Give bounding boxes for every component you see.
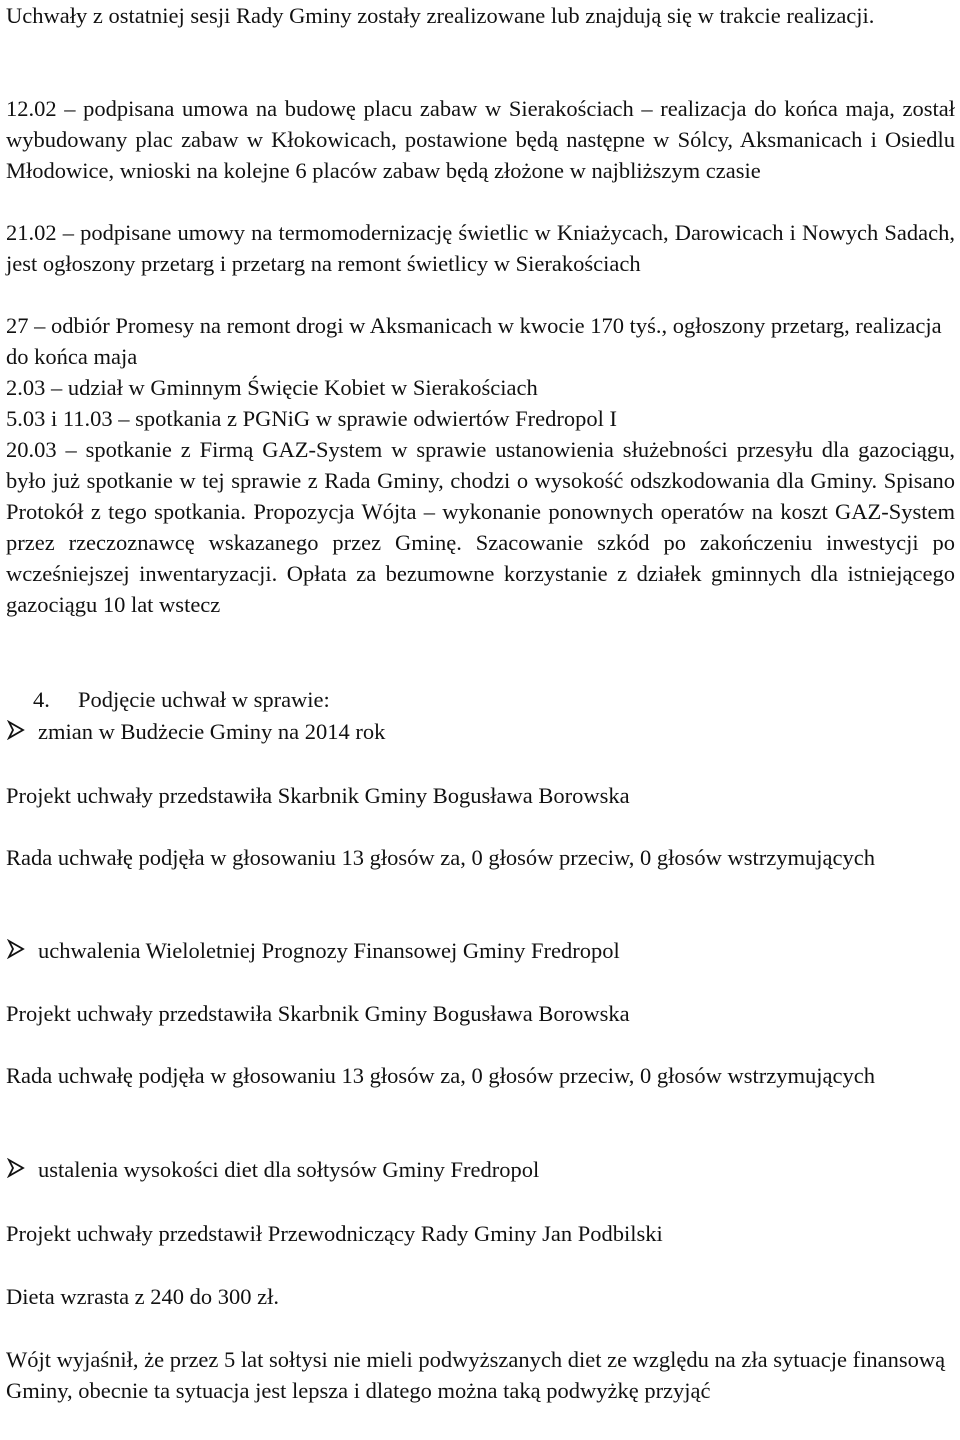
note-mayor-explanation: Wójt wyjaśnił, że przez 5 lat sołtysi nie mieli podwyższanych diet ze względu na zła sytuacje finansową Gminy, obecnie ta sytuacja jest lepsza i dlatego można taką podwyżkę przyjąć [6,1347,946,1403]
report-entry-text: 27 – odbiór Promesy na remont drogi w Aksmanicach w kwocie 170 tyś., ogłoszony przetarg, realizacja do końca maja [6,313,942,369]
note-diet-increase: Dieta wzrasta z 240 do 300 zł. [6,1284,280,1309]
report-entry-text: 21.02 – podpisane umowy na termomodernizację świetlic w Kniażycach, Darowicach i Nowych Sadach, jest ogłoszony przetarg i przetarg na remont świetlicy w Sierakościach [6,220,955,276]
resolution-subject-2 [6,935,955,966]
report-entry-text: 2.03 – udział w Gminnym Święcie Kobiet w Sierakościach [6,375,538,400]
section-title: Podjęcie uchwał w sprawie: [78,687,330,712]
resolution-presenter-2: Projekt uchwały przedstawiła Skarbnik Gminy Bogusława Borowska [6,1001,630,1026]
report-entry-text: 12.02 – podpisana umowa na budowę placu zabaw w Sierakościach – realizacja do końca maja, został wybudowany plac zabaw w Kłokowicach, postawione będą następne w Sólcy, Aksmanicach i Osiedlu Młodowice, wnioski na kolejne 6 placów zabaw będą złożone w najbliższym czasie [6,96,955,183]
report-entry-text: 5.03 i 11.03 – spotkania z PGNiG w sprawie odwiertów Fredropol I [6,406,617,431]
arrow-bullet-icon [6,939,38,961]
report-entry-1 [6,93,955,186]
report-entry-3 [6,310,955,372]
resolution-subject-text: zmian w Budżecie Gminy na 2014 rok [38,719,386,744]
section-number: 4. [33,687,50,712]
report-entry-5 [6,403,955,434]
report-entry-text: 20.03 – spotkanie z Firmą GAZ-System w sprawie ustanowienia służebności przesyłu dla gazociągu, było już spotkanie w tej sprawie z Rada Gminy, chodzi o wysokość odszkodowania dla Gminy. Spisano Protokół z tego spotkania. Propozycja Wójta – wykonanie ponownych operatów na koszt GAZ-System przez rzeczoznawcę wskazanego przez Gminę. Szacowanie szkód po zakończeniu inwestycji po wcześniejszej inwentaryzacji. Opłata za bezumowne korzystanie z działek gminnych dla istniejącego gazociągu 10 lat wstecz [6,437,955,617]
report-entry-6 [6,434,955,620]
resolution-presenter-1: Projekt uchwały przedstawiła Skarbnik Gminy Bogusława Borowska [6,783,630,808]
resolution-presenter-3: Projekt uchwały przedstawił Przewodniczący Rady Gminy Jan Podbilski [6,1221,663,1246]
resolution-vote-2: Rada uchwałę podjęła w głosowaniu 13 głosów za, 0 głosów przeciw, 0 głosów wstrzymujących [6,1063,875,1088]
resolution-subject-text: ustalenia wysokości diet dla sołtysów Gminy Fredropol [38,1157,540,1182]
resolution-subject-1 [6,716,955,747]
resolution-subject-3 [6,1154,955,1185]
report-entry-4 [6,372,955,403]
intro-paragraph: Uchwały z ostatniej sesji Rady Gminy zostały zrealizowane lub znajdują się w trakcie realizacji. [6,3,875,28]
arrow-bullet-icon [6,1158,38,1180]
resolution-vote-1: Rada uchwałę podjęła w głosowaniu 13 głosów za, 0 głosów przeciw, 0 głosów wstrzymujących [6,845,875,870]
section-heading [33,684,733,715]
arrow-bullet-icon [6,720,38,742]
report-entry-2 [6,217,955,279]
resolution-subject-text: uchwalenia Wieloletniej Prognozy Finansowej Gminy Fredropol [38,938,620,963]
